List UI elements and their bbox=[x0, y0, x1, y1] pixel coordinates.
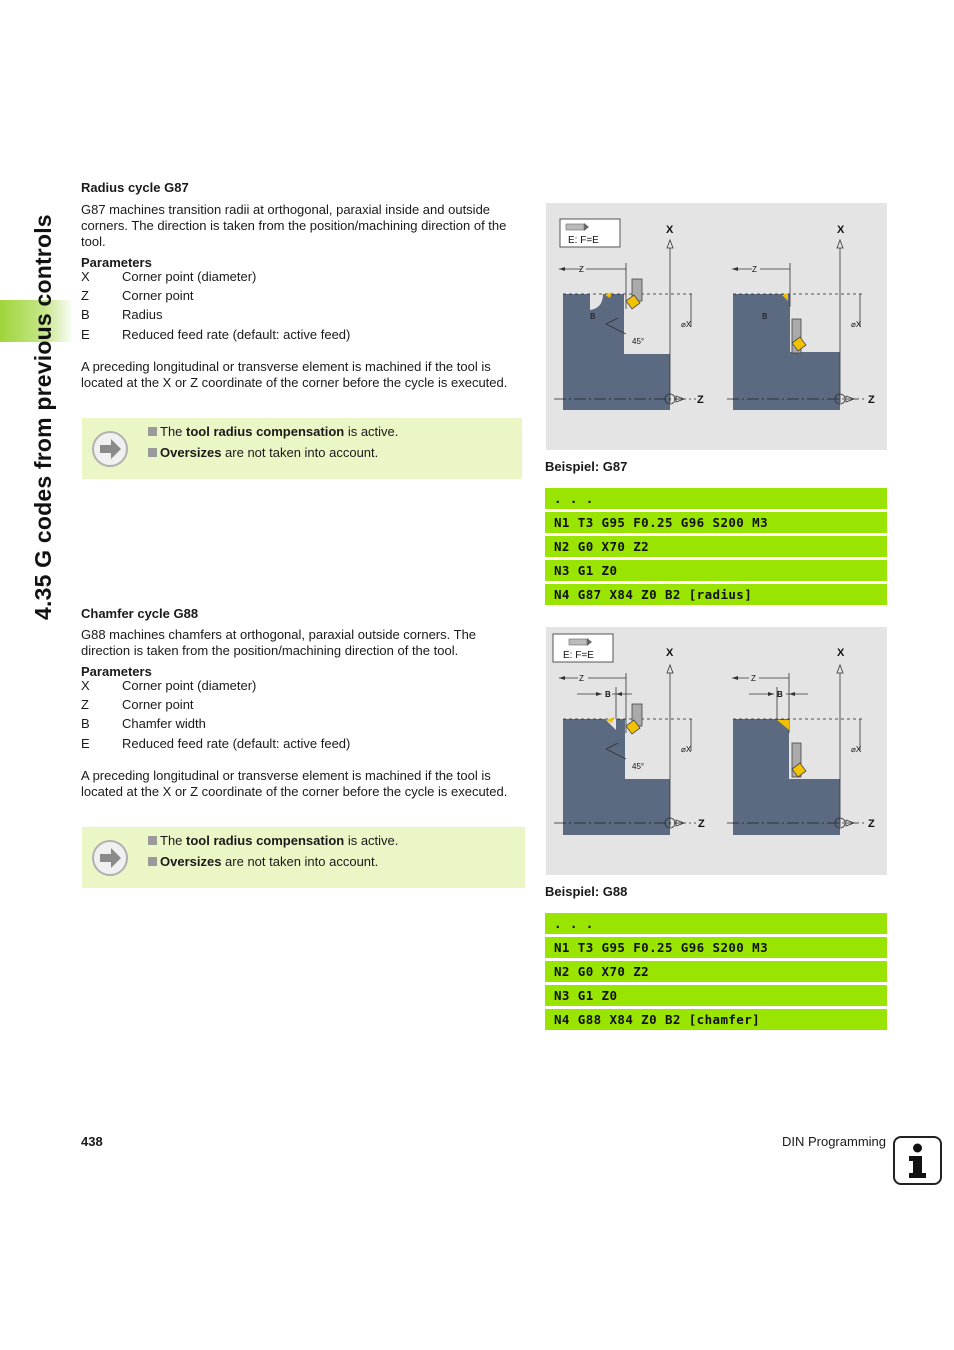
bullet-icon bbox=[148, 427, 157, 436]
note-line: The tool radius compensation is active. bbox=[148, 833, 398, 848]
svg-text:45°: 45° bbox=[632, 762, 645, 771]
svg-text:Z: Z bbox=[698, 818, 705, 830]
svg-text:45°: 45° bbox=[632, 337, 645, 346]
svg-text:X: X bbox=[837, 224, 845, 236]
param-key: B bbox=[81, 307, 90, 322]
svg-text:⌀X: ⌀X bbox=[681, 745, 692, 754]
param-key: Z bbox=[81, 697, 89, 712]
code-line: N2 G0 X70 Z2 bbox=[545, 536, 887, 557]
param-desc: Chamfer width bbox=[122, 716, 206, 731]
note-line: Oversizes are not taken into account. bbox=[148, 445, 378, 460]
code-line: N1 T3 G95 F0.25 G96 S200 M3 bbox=[545, 937, 887, 958]
g87-note-box bbox=[82, 418, 522, 479]
svg-text:Z: Z bbox=[868, 394, 875, 406]
code-line: . . . bbox=[545, 488, 887, 509]
svg-text:Z: Z bbox=[752, 265, 757, 274]
g87-params-heading: Parameters bbox=[81, 255, 152, 270]
code-line: N3 G1 Z0 bbox=[545, 560, 887, 581]
g88-params-heading: Parameters bbox=[81, 664, 152, 679]
g87-params-list bbox=[81, 269, 521, 349]
bullet-icon bbox=[148, 448, 157, 457]
param-key: X bbox=[81, 269, 90, 284]
param-key: X bbox=[81, 678, 90, 693]
svg-text:B: B bbox=[762, 312, 768, 321]
code-line: . . . bbox=[545, 913, 887, 934]
g87-intro: G87 machines transition radii at orthogonal, paraxial inside and outside corners. The direction is taken from the position/machining direction of the tool. bbox=[81, 202, 507, 249]
param-key: B bbox=[81, 716, 90, 731]
g88-intro: G88 machines chamfers at orthogonal, paraxial outside corners. The direction is taken from the position/machining direction of the tool. bbox=[81, 627, 477, 658]
bullet-icon bbox=[148, 857, 157, 866]
mode-label: E: F=E bbox=[568, 235, 599, 246]
section-title: 4.35 G codes from previous controls bbox=[30, 214, 56, 620]
svg-text:B: B bbox=[590, 312, 596, 321]
param-desc: Corner point (diameter) bbox=[122, 678, 257, 693]
svg-text:⌀X: ⌀X bbox=[851, 745, 862, 754]
g87-paragraph: A preceding longitudinal or transverse element is machined if the tool is located at the X or Z coordinate of the corner before the cycle is executed. bbox=[81, 359, 508, 390]
svg-text:⌀X: ⌀X bbox=[681, 320, 692, 329]
code-line: N4 G88 X84 Z0 B2 [chamfer] bbox=[545, 1009, 887, 1030]
g87-figure bbox=[546, 203, 887, 450]
page-number: 438 bbox=[81, 1134, 103, 1149]
code-line: N4 G87 X84 Z0 B2 [radius] bbox=[545, 584, 887, 605]
info-icon bbox=[893, 1136, 942, 1185]
svg-text:⌀X: ⌀X bbox=[851, 320, 862, 329]
svg-text:Z: Z bbox=[868, 818, 875, 830]
mode-label: E: F=E bbox=[563, 650, 594, 661]
svg-text:B: B bbox=[777, 690, 783, 699]
param-key: E bbox=[81, 327, 90, 342]
code-line: N2 G0 X70 Z2 bbox=[545, 961, 887, 982]
g88-note-box bbox=[82, 827, 525, 888]
arrow-right-icon bbox=[92, 840, 128, 876]
param-desc: Corner point (diameter) bbox=[122, 269, 257, 284]
g88-paragraph: A preceding longitudinal or transverse element is machined if the tool is located at the X or Z coordinate of the corner before the cycle is executed. bbox=[81, 768, 508, 799]
svg-text:B: B bbox=[605, 690, 611, 699]
param-desc: Corner point bbox=[122, 697, 194, 712]
g88-figure bbox=[546, 627, 887, 875]
g88-example-caption: Beispiel: G88 bbox=[545, 884, 628, 899]
g88-heading: Chamfer cycle G88 bbox=[81, 606, 199, 621]
code-line: N3 G1 Z0 bbox=[545, 985, 887, 1006]
svg-text:X: X bbox=[666, 647, 674, 659]
svg-text:Z: Z bbox=[579, 265, 584, 274]
code-line: N1 T3 G95 F0.25 G96 S200 M3 bbox=[545, 512, 887, 533]
param-key: Z bbox=[81, 288, 89, 303]
param-desc: Corner point bbox=[122, 288, 194, 303]
note-line: Oversizes are not taken into account. bbox=[148, 854, 378, 869]
param-key: E bbox=[81, 736, 90, 751]
bullet-icon bbox=[148, 836, 157, 845]
svg-text:Z: Z bbox=[751, 674, 756, 683]
param-desc: Radius bbox=[122, 307, 163, 322]
svg-text:Z: Z bbox=[697, 394, 704, 406]
param-desc: Reduced feed rate (default: active feed) bbox=[122, 327, 351, 342]
g88-params-list bbox=[81, 678, 521, 758]
svg-text:X: X bbox=[666, 224, 674, 236]
svg-text:Z: Z bbox=[579, 674, 584, 683]
arrow-right-icon bbox=[92, 431, 128, 467]
svg-text:X: X bbox=[837, 647, 845, 659]
note-line: The tool radius compensation is active. bbox=[148, 424, 398, 439]
g87-heading: Radius cycle G87 bbox=[81, 180, 189, 195]
param-desc: Reduced feed rate (default: active feed) bbox=[122, 736, 351, 751]
g87-example-caption: Beispiel: G87 bbox=[545, 459, 628, 474]
footer-chapter-title: DIN Programming bbox=[781, 1134, 886, 1149]
